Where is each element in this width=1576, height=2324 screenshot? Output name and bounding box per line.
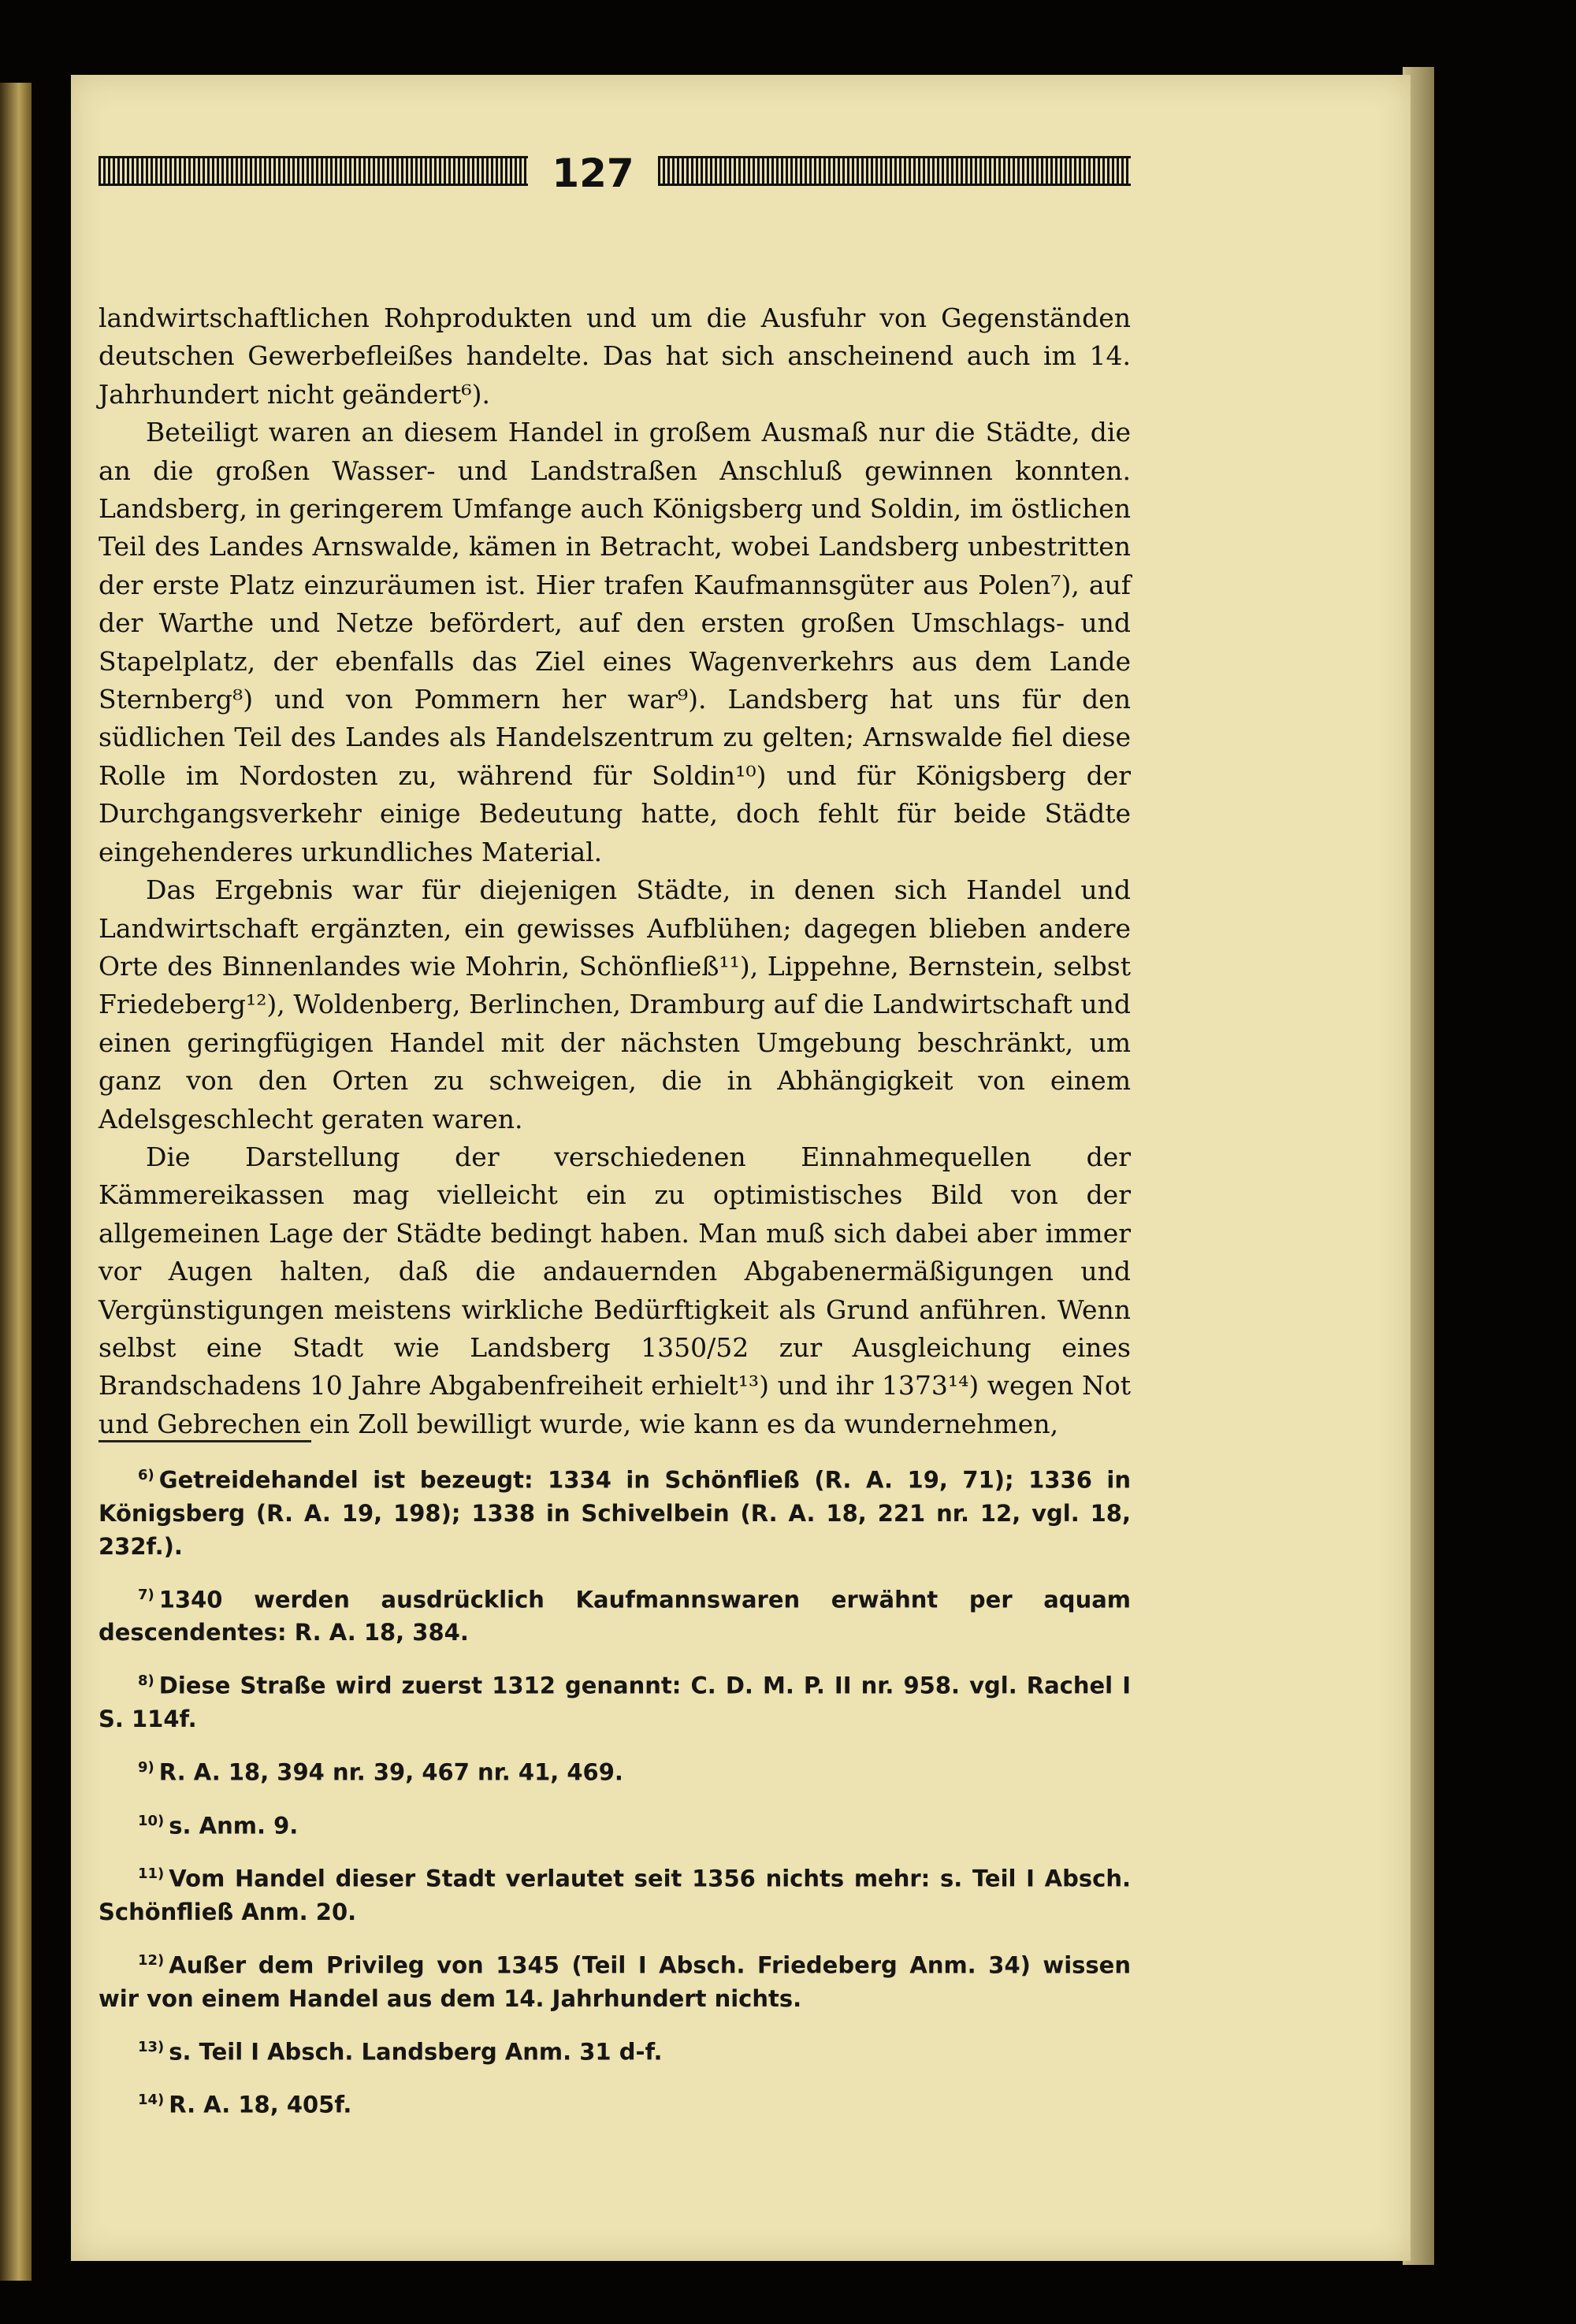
page-number: 127 [552,150,634,196]
main-text [98,299,1131,1443]
footnote-number: 7) [138,1586,154,1603]
paragraph: Die Darstellung der verschiedenen Einnahmequellen der Kämmereikassen mag vielleicht ein zu optimistisches Bild von der allgemeinen Lage der Städte bedingt haben. Man muß sich dabei aber immer vor Augen halten, daß die andauernden Abgabenermäßigungen und Vergünstigungen meistens wirkliche Bedürftigkeit als Grund anführen. Wenn selbst eine Stadt wie Landsberg 1350/52 zur Ausgleichung eines Brandschadens 10 Jahre Abgabenfreiheit erhielt¹³) und ihr 1373¹⁴) wegen Not und Gebrechen ein Zoll bewilligt wurde, wie kann es da wundernehmen, [98,1141,1131,1439]
footnote-text: R. A. 18, 394 nr. 39, 467 nr. 41, 469. [158,1758,623,1786]
footnote-number: 12) [138,1951,165,1969]
footnote-text: Vom Handel dieser Stadt verlautet seit 1356 nichts mehr: s. Teil I Absch. Schönfließ Anm. 20. [98,1865,1131,1925]
paragraph: Beteiligt waren an diesem Handel in großem Ausmaß nur die Städte, die an die großen Wasser- und Landstraßen Anschluß gewinnen konnten. Landsberg, in geringerem Umfange auch Königsberg und Soldin, im östlichen Teil des Landes Arnswalde, kämen in Betracht, wobei Landsberg unbestritten der erste Platz einzuräumen ist. Hier trafen Kaufmannsgüter aus Polen⁷), auf der Warthe und Netze befördert, auf den ersten großen Umschlags- und Stapelplatz, der ebenfalls das Ziel eines Wagenverkehrs aus dem Lande Sternberg⁸) und von Pommern her war⁹). Landsberg hat uns für den südlichen Teil des Landes als Handelszentrum zu gelten; Arnswalde fiel diese Rolle im Nordosten zu, während für Soldin¹⁰) und für Königsberg der Durchgangsverkehr einige Bedeutung hatte, doch fehlt für beide Städte eingehenderes urkundliches Material. [98,417,1131,867]
footnote [98,1665,1131,1736]
header-rule-right [658,156,1131,186]
footnote [98,1751,1131,1789]
page-header [98,150,1131,197]
footnotes [98,1459,1131,2137]
footnote [98,1805,1131,1843]
footnote-text: s. Anm. 9. [169,1812,299,1840]
footnote [98,2084,1131,2122]
footnote-text: s. Teil I Absch. Landsberg Anm. 31 d-f. [169,2038,663,2066]
footnote-number: 9) [138,1758,154,1776]
footnote-number: 11) [138,1866,165,1883]
footnote-number: 13) [138,2038,165,2055]
footnote [98,1459,1131,1563]
footnote [98,1579,1131,1650]
paragraph: Das Ergebnis war für diejenigen Städte, in denen sich Handel und Landwirtschaft ergänzten, ein gewisses Aufblühen; dagegen blieben andere Orte des Binnenlandes wie Mohrin, Schönfließ¹¹), Lippehne, Bernstein, selbst Friedeberg¹²), Woldenberg, Berlinchen, Dramburg auf die Landwirtschaft und einen geringfügigen Handel mit der nächsten Umgebung beschränkt, um ganz von den Orten zu schweigen, die in Abhängigkeit von einem Adelsgeschlecht geraten waren. [98,874,1131,1134]
footnote-number: 8) [138,1672,154,1690]
footnote-text: Getreidehandel ist bezeugt: 1334 in Schönfließ (R. A. 19, 71); 1336 in Königsberg (R. A. 19, 198); 1338 in Schivelbein (R. A. 18, 221 nr. 12, vgl. 18, 232f.). [98,1466,1131,1560]
footnote [98,1944,1131,2015]
footnote-divider [98,1440,311,1442]
footnote-text: Außer dem Privileg von 1345 (Teil I Absch. Friedeberg Anm. 34) wissen wir von einem Handel aus dem 14. Jahrhundert nichts. [98,1951,1131,2012]
footnote-text: 1340 werden ausdrücklich Kaufmannswaren erwähnt per aquam descendentes: R. A. 18, 384. [98,1586,1131,1646]
header-rule-left [98,156,528,186]
footnote [98,1858,1131,1929]
footnote-number: 10) [138,1812,165,1829]
footnote [98,2031,1131,2069]
footnote-text: Diese Straße wird zuerst 1312 genannt: C. D. M. P. II nr. 958. vgl. Rachel I S. 114f. [98,1672,1131,1732]
footnote-number: 14) [138,2092,165,2109]
footnote-number: 6) [138,1467,154,1483]
paragraph: landwirtschaftlichen Rohprodukten und um die Ausfuhr von Gegenständen deutschen Gewerbefleißes handelte. Das hat sich anscheinend auch im 14. Jahrhundert nicht geändert⁶). [98,303,1131,410]
adjacent-page-edge [0,83,32,2281]
footnote-text: R. A. 18, 405f. [169,2091,352,2118]
